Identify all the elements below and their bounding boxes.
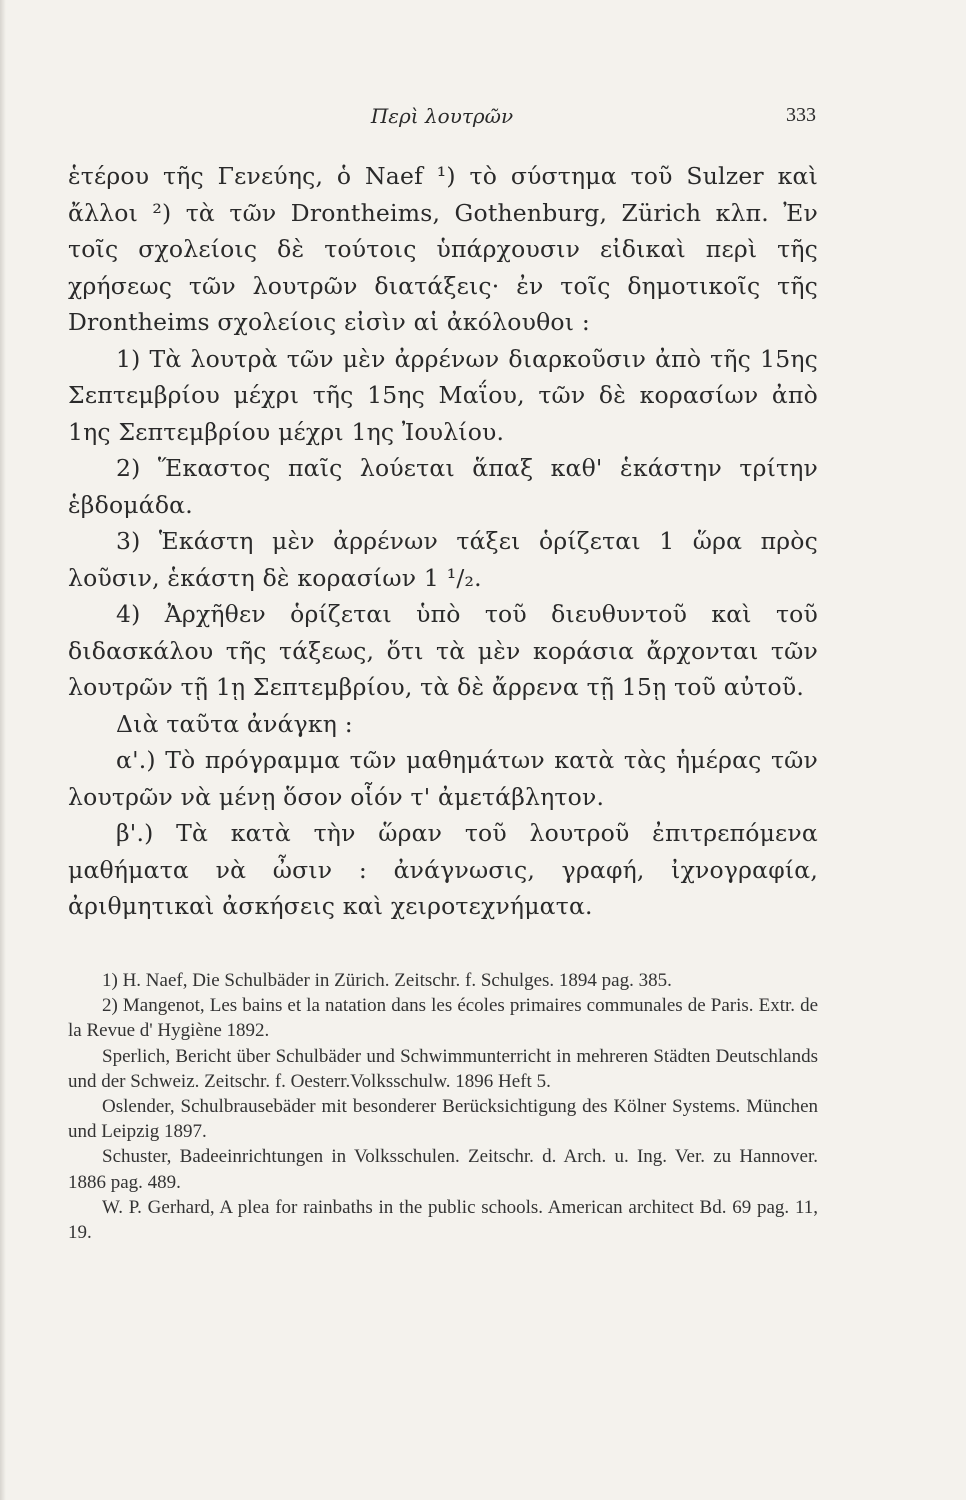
paragraph-necessity: Διὰ ταῦτα ἀνάγκη : <box>116 709 353 738</box>
paragraph-point-a: α'.) Τὸ πρόγραμμα τῶν μαθημάτων κατὰ τὰς ἡμέρας τῶν λουτρῶν νὰ μένῃ ὅσον οἷόν τ' ἀμετάβλητον. <box>68 746 818 811</box>
running-title: Περὶ λουτρῶν <box>370 104 514 128</box>
footnote-reference: W. P. Gerhard, A plea for rainbaths in the public schools. American architect Bd. 69 pag. 11, 19. <box>68 1196 818 1244</box>
paragraph-rule-1: 1) Τὰ λουτρὰ τῶν μὲν ἀρρένων διαρκοῦσιν ἀπὸ τῆς 15ης Σεπτεμβρίου μέχρι τῆς 15ης Μαΐου, τῶν δὲ κορασίων ἀπὸ 1ης Σεπτεμβρίου μέχρι 1ης Ἰουλίου. <box>68 344 818 446</box>
main-text <box>68 158 818 925</box>
paragraph-point-b: β'.) Τὰ κατὰ τὴν ὥραν τοῦ λουτροῦ ἐπιτρεπόμενα μαθήματα νὰ ὦσιν : ἀνάγνωσις, γραφή, ἰχνογραφία, ἀριθμητικαὶ ἀσκήσεις καὶ χειροτεχνήματα. <box>68 819 818 920</box>
paragraph-rule-2: 2) Ἕκαστος παῖς λούεται ἅπαξ καθ' ἑκάστην τρίτην ἑβδομάδα. <box>68 454 818 519</box>
paragraph-intro: ἑτέρου τῆς Γενεύης, ὁ Naef ¹) τὸ σύστημα τοῦ Sulzer καὶ ἄλλοι ²) τὰ τῶν Drontheims, Gothenburg, Zürich κλπ. Ἐν τοῖς σχολείοις δὲ τούτοις ὑπάρχουσιν εἰδικαὶ περὶ τῆς χρήσεως τῶν λουτρῶν διατάξεις· ἐν τοῖς δημοτικοῖς τῆς Drontheims σχολείοις εἰσὶν αἱ ἀκόλουθοι : <box>68 162 818 336</box>
paragraph-rule-4: 4) Ἀρχῆθεν ὁρίζεται ὑπὸ τοῦ διευθυντοῦ καὶ τοῦ διδασκάλου τῆς τάξεως, ὅτι τὰ μὲν κοράσια ἄρχονται τῶν λουτρῶν τῇ 1ῃ Σεπτεμβρίου, τὰ δὲ ἄρρενα τῇ 15ῃ τοῦ αὐτοῦ. <box>68 600 818 701</box>
page-header <box>68 100 816 136</box>
footnote-reference: Oslender, Schulbrausebäder mit besonderer Berücksichtigung des Kölner Systems. München und Leipzig 1897. <box>68 1096 818 1143</box>
footnote-1: 1) H. Naef, Die Schulbäder in Zürich. Zeitschr. f. Schulges. 1894 pag. 385. <box>102 970 672 991</box>
footnote-reference: Sperlich, Bericht über Schulbäder und Schwimmunterricht in mehreren Städten Deutschlands und der Schweiz. Zeitschr. f. Oesterr.Volksschulw. 1896 Heft 5. <box>68 1045 818 1092</box>
page-edge-shadow <box>0 0 6 1500</box>
footnotes <box>68 968 818 1245</box>
paragraph-rule-3: 3) Ἑκάστη μὲν ἀρρένων τάξει ὁρίζεται 1 ὥρα πρὸς λοῦσιν, ἑκάστη δὲ κορασίων 1 ¹/₂. <box>68 527 818 592</box>
footnote-reference: Schuster, Badeeinrichtungen in Volksschulen. Zeitschr. d. Arch. u. Ing. Ver. zu Hannover. 1886 pag. 489. <box>68 1146 818 1193</box>
page-number: 333 <box>786 104 816 126</box>
footnote-2: 2) Mangenot, Les bains et la natation dans les écoles primaires communales de Paris. Extr. de la Revue d' Hygiène 1892. <box>68 995 818 1042</box>
